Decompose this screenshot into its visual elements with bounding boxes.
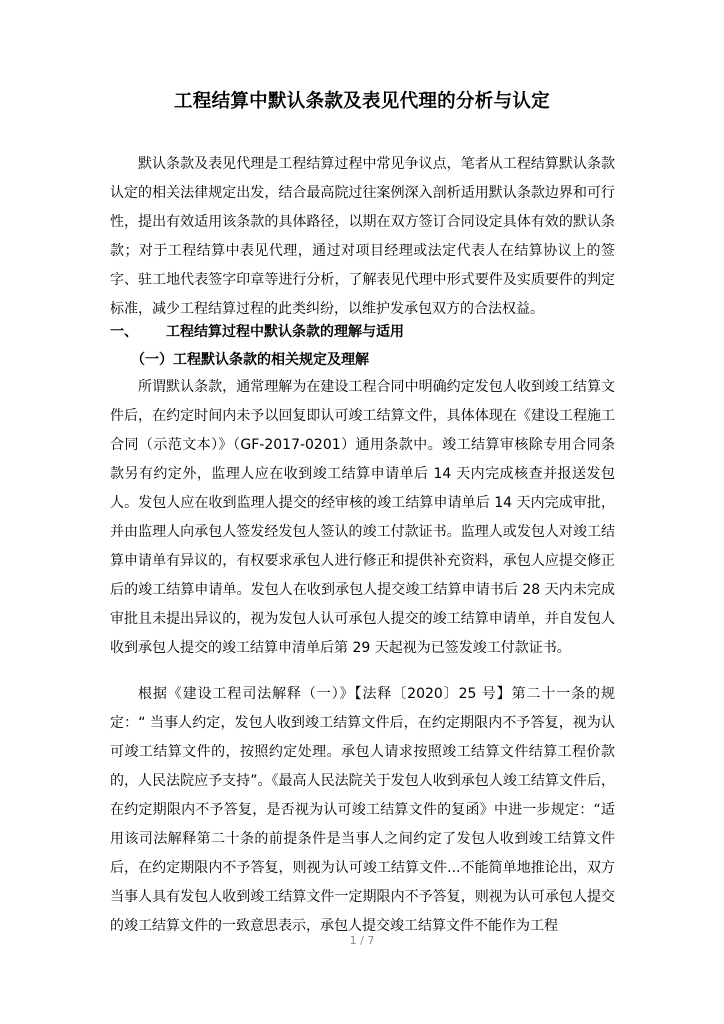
section-heading-1 — [110, 318, 404, 346]
document-title: 工程结算中默认条款及表见代理的分析与认定 — [173, 91, 550, 112]
section-number: 一、 — [110, 324, 138, 340]
section-heading-text: 工程结算过程中默认条款的理解与适用 — [166, 324, 404, 340]
subsection-heading-1: （一）工程默认条款的相关规定及理解 — [131, 352, 369, 368]
body-paragraph-3: 根据《建设工程司法解释（一）》【法释〔2020〕25 号】第二十一条的规定：“ 当事人约定，发包人收到竣工结算文件后，在约定期限内不予答复，视为认可竣工结算文件的，按照约定处理。承包人请求按照竣工结算文件结算工程价款的，人民法院应予支持”。《最高人民法院关于发包人收到承包人竣工结算文件后，在约定期限内不予答复，是否视为认可竣工结算文件的复函》中进一步规定：“适用该司法解释第二十条的前提条件是当事人之间约定了发包人收到竣工结算文件后，在约定期限内不予答复，则视为认可竣工结算文件...不能简单地推论出，双方当事人具有发包人收到竣工结算文件一定期限内不予答复，则视为认可承包人提交的竣工结算文件的一致意思表示，承包人提交竣工结算文件不能作为工程 — [110, 686, 615, 934]
body-paragraph-2: 所谓默认条款，通常理解为在建设工程合同中明确约定发包人收到竣工结算文件后，在约定时间内未予以回复即认可竣工结算文件，具体体现在《建设工程施工合同（示范文本）》（GF-2017-0201）通用条款中。竣工结算审核除专用合同条款另有约定外，监理人应在收到竣工结算申请单后 14 天内完成核查并报送发包人。发包人应在收到监理人提交的经审核的竣工结算申请单后 14 天内完成审批，并由监理人向承包人签发经发包人签认的竣工付款证书。监理人或发包人对竣工结算申请单有异议的，有权要求承包人进行修正和提供补充资料，承包人应提交修正后的竣工结算申请单。发包人在收到承包人提交竣工结算申请书后 28 天内未完成审批且未提出异议的，视为发包人认可承包人提交的竣工结算申请单，并自发包人收到承包人提交的竣工结算申清单后第 29 天起视为已签发竣工付款证书。 — [110, 379, 615, 656]
intro-paragraph: 默认条款及表见代理是工程结算过程中常见争议点，笔者从工程结算默认条款认定的相关法律规定出发，结合最高院过往案例深入剖析适用默认条款边界和可行性，提出有效适用该条款的具体路径，以期在双方签订合同设定具体有效的默认条款；对于工程结算中表见代理，通过对项目经理或法定代表人在结算协议上的签字、驻工地代表签字印章等进行分析，了解表见代理中形式要件及实质要件的判定标准，减少工程结算过程的此类纠纷，以维护发承包双方的合法权益。 — [110, 156, 615, 317]
page-indicator: 1 / 7 — [349, 934, 375, 947]
